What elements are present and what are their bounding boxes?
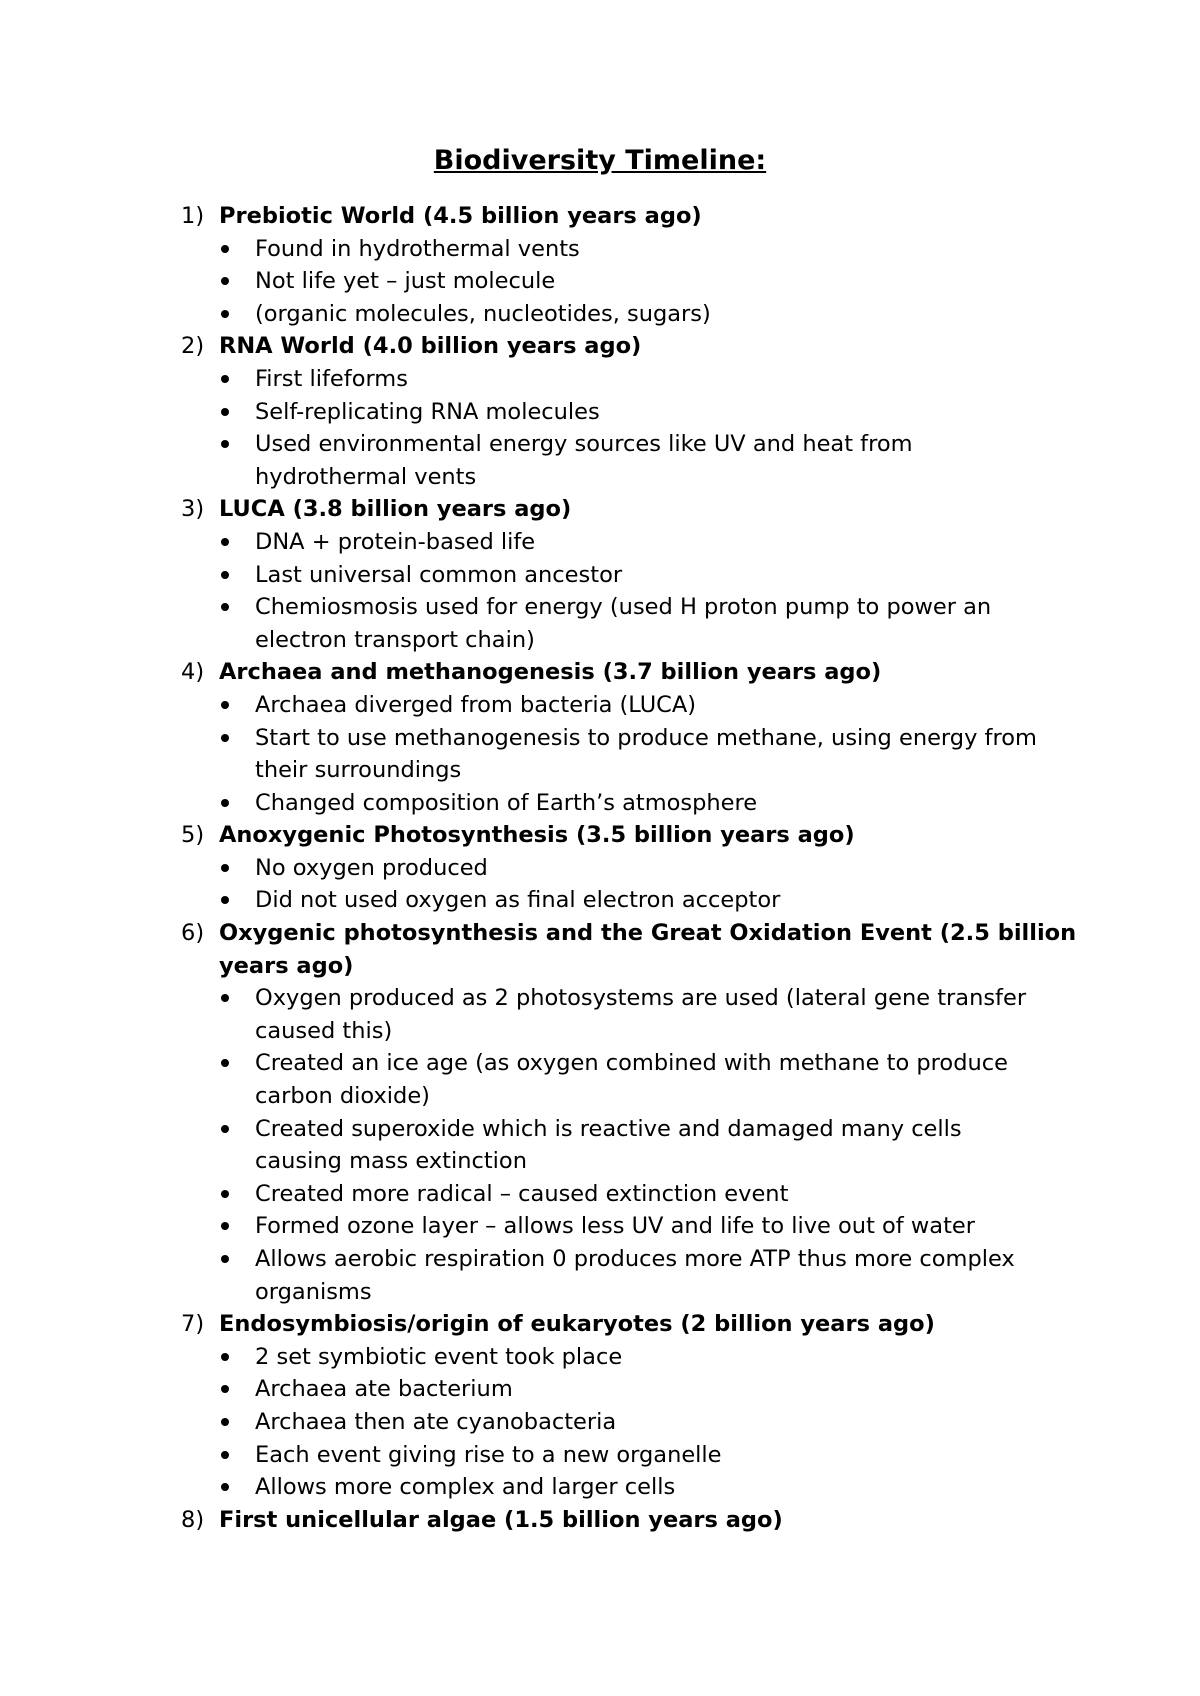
bullet-icon	[181, 852, 255, 885]
bullet-item	[181, 1113, 1081, 1178]
bullet-item	[181, 559, 1081, 592]
bullet-text: Each event giving rise to a new organelle	[255, 1441, 722, 1468]
section-number: 4)	[181, 659, 205, 686]
bullet-text: 2 set symbiotic event took place	[255, 1343, 623, 1370]
section-heading-row	[181, 493, 1081, 526]
bullet-text: DNA + protein-based life	[255, 528, 536, 555]
section-number: 2)	[181, 333, 205, 360]
section-heading-row	[181, 656, 1081, 689]
bullet-icon	[181, 787, 255, 820]
bullet-text: Start to use methanogenesis to produce methane, using energy from their surroundings	[255, 724, 1037, 784]
page-title: Biodiversity Timeline:	[433, 145, 767, 176]
bullet-text: First lifeforms	[255, 365, 408, 392]
bullet-icon	[181, 722, 255, 787]
section-number: 1)	[181, 203, 205, 229]
bullet-icon	[181, 526, 255, 559]
bullet-item	[181, 591, 1081, 656]
bullet-icon	[181, 591, 255, 656]
bullet-icon	[181, 396, 255, 429]
section-heading-row	[181, 1504, 1081, 1537]
bullet-icon	[181, 559, 255, 592]
bullet-icon	[181, 298, 255, 331]
bullet-text: Archaea ate bacterium	[255, 1376, 513, 1403]
bullet-item	[181, 265, 1081, 298]
bullet-text: Formed ozone layer – allows less UV and life to live out of water	[255, 1213, 975, 1240]
bullet-item	[181, 1471, 1081, 1504]
bullet-text: Found in hydrothermal vents	[255, 235, 580, 262]
section-heading-row	[181, 330, 1081, 363]
bullet-icon	[181, 1406, 255, 1439]
bullet-icon	[181, 982, 255, 1047]
bullet-text: No oxygen produced	[255, 854, 488, 881]
bullet-text: (organic molecules, nucleotides, sugars)	[255, 300, 711, 327]
section-heading: Oxygenic photosynthesis and the Great Oxidation Event (2.5 billion years ago)	[219, 920, 1077, 979]
bullet-text: Allows aerobic respiration 0 produces more ATP thus more complex organisms	[255, 1246, 1015, 1305]
section-heading-row	[181, 1308, 1081, 1341]
bullet-icon	[181, 1178, 255, 1211]
bullet-item	[181, 884, 1081, 917]
bullet-item	[181, 689, 1081, 722]
bullet-item	[181, 363, 1081, 396]
section-heading-row	[181, 819, 1081, 852]
section-heading: LUCA (3.8 billion years ago)	[219, 496, 572, 523]
section-heading: Endosymbiosis/origin of eukaryotes (2 billion years ago)	[219, 1311, 935, 1338]
bullet-item	[181, 396, 1081, 429]
bullet-icon	[181, 233, 255, 266]
bullet-icon	[181, 1243, 255, 1308]
timeline-list	[181, 200, 1081, 1536]
bullet-text: Did not used oxygen as final electron acceptor	[255, 887, 781, 914]
bullet-text: Used environmental energy sources like UV and heat from hydrothermal vents	[255, 431, 913, 490]
bullet-item	[181, 233, 1081, 266]
section-heading: Prebiotic World (4.5 billion years ago)	[219, 203, 702, 229]
section-number: 7)	[181, 1311, 205, 1338]
bullet-list	[181, 852, 1081, 917]
section-heading-row	[181, 200, 1081, 233]
section-heading: RNA World (4.0 billion years ago)	[219, 333, 642, 360]
bullet-icon	[181, 884, 255, 917]
bullet-icon	[181, 265, 255, 298]
bullet-item	[181, 1047, 1081, 1112]
bullet-list	[181, 689, 1081, 819]
bullet-list	[181, 982, 1081, 1308]
bullet-item	[181, 428, 1081, 493]
timeline-section	[181, 1504, 1081, 1537]
timeline-section	[181, 819, 1081, 917]
bullet-icon	[181, 1113, 255, 1178]
bullet-item	[181, 787, 1081, 820]
section-number: 8)	[181, 1506, 205, 1533]
bullet-item	[181, 1178, 1081, 1211]
bullet-item	[181, 1243, 1081, 1308]
bullet-text: Allows more complex and larger cells	[255, 1474, 676, 1501]
bullet-text: Archaea diverged from bacteria (LUCA)	[255, 691, 697, 718]
bullet-item	[181, 526, 1081, 559]
bullet-icon	[181, 1210, 255, 1243]
bullet-text: Oxygen produced as 2 photosystems are used (lateral gene transfer caused this)	[255, 985, 1027, 1044]
bullet-icon	[181, 1373, 255, 1406]
bullet-text: Archaea then ate cyanobacteria	[255, 1408, 617, 1435]
bullet-list	[181, 1341, 1081, 1504]
bullet-list	[181, 526, 1081, 656]
bullet-item	[181, 982, 1081, 1047]
timeline-section	[181, 1308, 1081, 1504]
section-heading: Anoxygenic Photosynthesis (3.5 billion years ago)	[219, 822, 855, 849]
bullet-item	[181, 1210, 1081, 1243]
section-number: 5)	[181, 822, 205, 849]
bullet-text: Chemiosmosis used for energy (used H proton pump to power an electron transport chain)	[255, 594, 992, 653]
bullet-icon	[181, 1471, 255, 1504]
bullet-item	[181, 852, 1081, 885]
timeline-section	[181, 200, 1081, 330]
bullet-text: Created superoxide which is reactive and damaged many cells causing mass extinction	[255, 1115, 962, 1175]
timeline-section	[181, 330, 1081, 493]
bullet-list	[181, 363, 1081, 493]
bullet-text: Created an ice age (as oxygen combined with methane to produce carbon dioxide)	[255, 1050, 1008, 1110]
bullet-icon	[181, 1341, 255, 1374]
section-heading: Archaea and methanogenesis (3.7 billion years ago)	[219, 659, 882, 686]
bullet-icon	[181, 1047, 255, 1112]
section-number: 3)	[181, 496, 205, 523]
bullet-item	[181, 1373, 1081, 1406]
bullet-text: Self-replicating RNA molecules	[255, 398, 600, 425]
bullet-text: Not life yet – just molecule	[255, 268, 556, 295]
bullet-icon	[181, 689, 255, 722]
timeline-section	[181, 917, 1081, 1308]
section-heading-row	[181, 917, 1081, 982]
section-number: 6)	[181, 920, 205, 947]
bullet-text: Last universal common ancestor	[255, 561, 623, 588]
bullet-item	[181, 1439, 1081, 1472]
timeline-section	[181, 493, 1081, 656]
bullet-item	[181, 298, 1081, 331]
bullet-icon	[181, 1439, 255, 1472]
bullet-text: Changed composition of Earth’s atmosphere	[255, 789, 758, 816]
bullet-text: Created more radical – caused extinction event	[255, 1180, 789, 1207]
timeline-section	[181, 656, 1081, 819]
bullet-icon	[181, 363, 255, 396]
bullet-item	[181, 1406, 1081, 1439]
bullet-icon	[181, 428, 255, 493]
bullet-list	[181, 233, 1081, 331]
bullet-item	[181, 1341, 1081, 1374]
bullet-item	[181, 722, 1081, 787]
section-heading: First unicellular algae (1.5 billion years ago)	[219, 1506, 783, 1533]
